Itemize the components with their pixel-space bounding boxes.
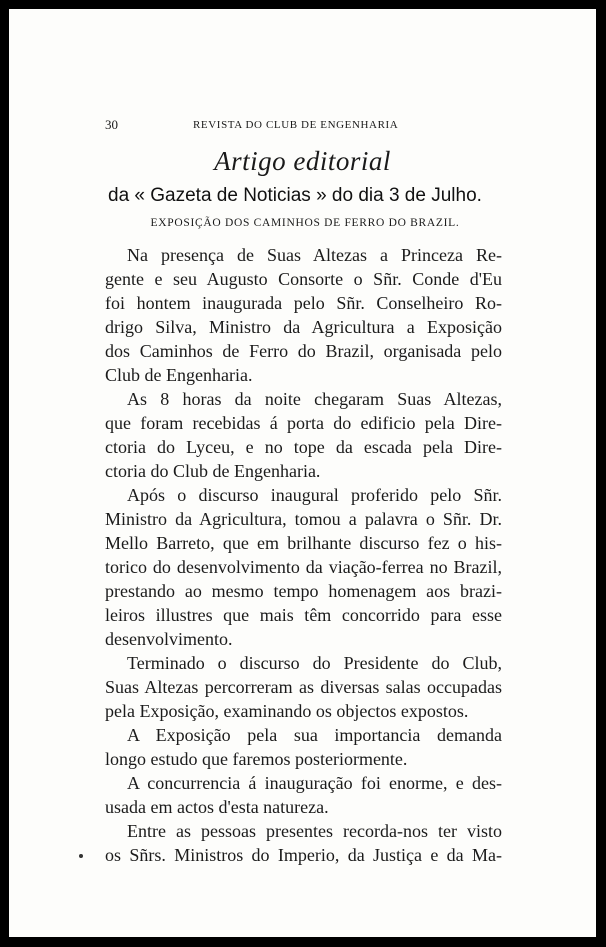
- text-line: leiros illustres que mais têm concorrido para esse: [105, 605, 502, 625]
- text-line: Mello Barreto, que em brilhante discurso fez o his-: [105, 533, 502, 553]
- text-line: desenvolvimento.: [105, 629, 233, 649]
- article-title: Artigo editorial: [214, 146, 391, 176]
- text-line: As 8 horas da noite chegaram Suas Altezas,: [127, 389, 502, 409]
- section-heading: EXPOSIÇÃO DOS CAMINHOS DE FERRO DO BRAZIL.: [150, 217, 460, 229]
- running-title: REVISTA DO CLUB DE ENGENHARIA: [193, 119, 399, 131]
- text-line: A concurrencia á inauguração foi enorme, e des-: [127, 773, 502, 793]
- text-line: Suas Altezas percorreram as diversas salas occupadas: [105, 677, 502, 697]
- text-line: Terminado o discurso do Presidente do Club,: [127, 653, 502, 673]
- text-line: longo estudo que faremos posteriormente.: [105, 749, 408, 769]
- text-line: dos Caminhos de Ferro do Brazil, organisada pelo: [105, 341, 502, 361]
- text-line: Club de Engenharia.: [105, 365, 253, 385]
- text-line: os Sñrs. Ministros do Imperio, da Justiça e da Ma-: [105, 845, 502, 865]
- text-line: pela Exposição, examinando os objectos expostos.: [105, 701, 469, 721]
- text-line: drigo Silva, Ministro da Agricultura a Exposição: [105, 317, 502, 337]
- text-line: Entre as pessoas presentes recorda-nos ter visto: [127, 821, 502, 841]
- text-line: usada em actos d'esta natureza.: [105, 797, 329, 817]
- text-line: foi hontem inaugurada pelo Sñr. Conselheiro Ro-: [105, 293, 502, 313]
- text-line: Após o discurso inaugural proferido pelo Sñr.: [127, 485, 502, 505]
- article-subtitle: da « Gazeta de Noticias » do dia 3 de Julho.: [108, 185, 482, 206]
- text-line: ctoria do Club de Engenharia.: [105, 461, 321, 481]
- text-line: A Exposição pela sua importancia demanda: [127, 725, 502, 745]
- text-line: que foram recebidas á porta do edificio pela Dire-: [105, 413, 502, 433]
- page: [9, 9, 596, 937]
- margin-mark: [79, 854, 83, 858]
- text-line: torico do desenvolvimento da viação-ferrea no Brazil,: [105, 557, 502, 577]
- text-line: Ministro da Agricultura, tomou a palavra o Sñr. Dr.: [105, 509, 502, 529]
- page-number: 30: [105, 117, 118, 132]
- text-line: prestando ao mesmo tempo homenagem aos brazi-: [105, 581, 502, 601]
- text-line: ctoria do Lyceu, e no tope da escada pela Dire-: [105, 437, 502, 457]
- text-line: Na presença de Suas Altezas a Princeza Re-: [127, 245, 502, 265]
- text-line: gente e seu Augusto Consorte o Sñr. Conde d'Eu: [105, 269, 502, 289]
